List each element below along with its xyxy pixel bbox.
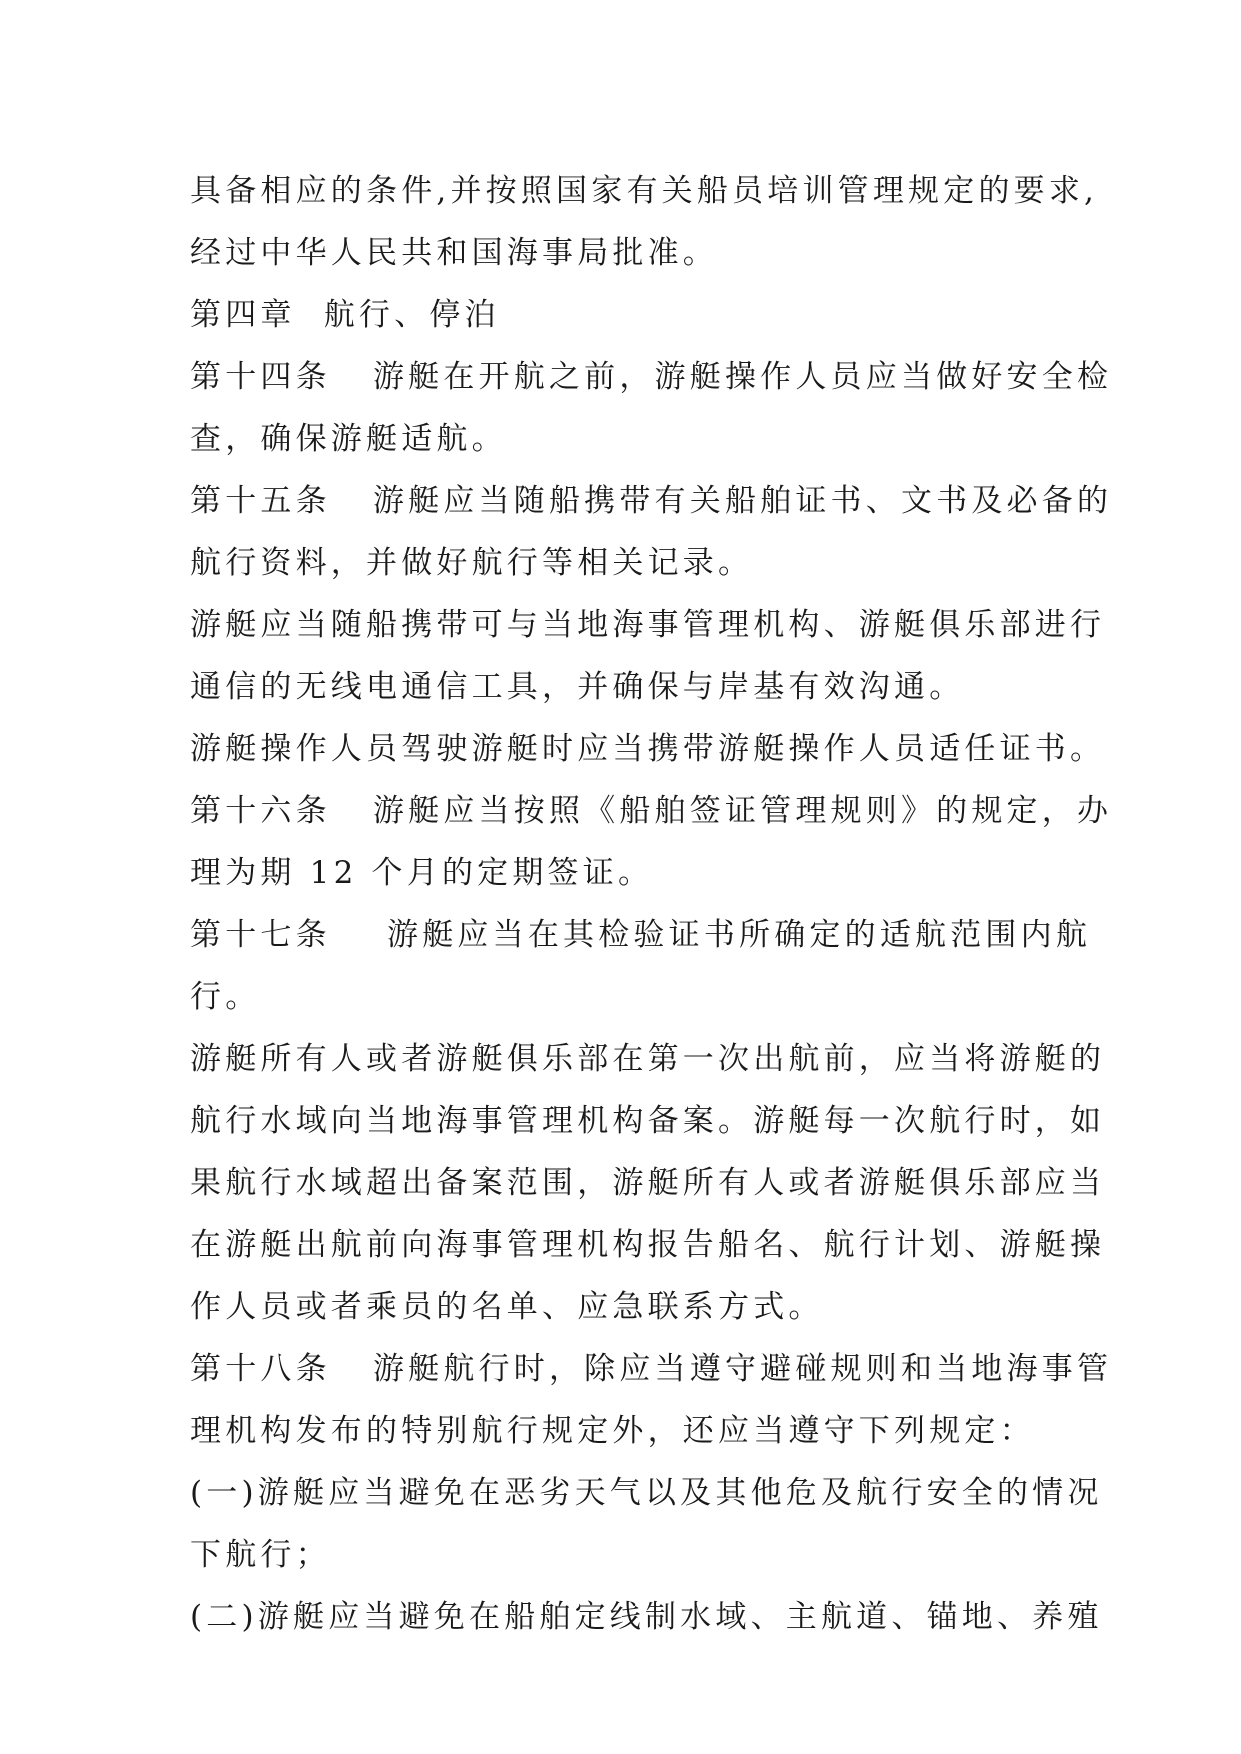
text-line: 航行水域向当地海事管理机构备案。游艇每一次航行时，如 (190, 1103, 1106, 1139)
list-item-2: (二)游艇应当避免在船舶定线制水域、主航道、锚地、养殖 (190, 1599, 1103, 1635)
article-16: 第十六条 游艇应当按照《船舶签证管理规则》的规定，办 (190, 793, 1113, 829)
text-line: 在游艇出航前向海事管理机构报告船名、航行计划、游艇操 (190, 1227, 1106, 1263)
text-line: 游艇所有人或者游艇俱乐部在第一次出航前，应当将游艇的 (190, 1041, 1106, 1077)
chapter-heading: 第四章 航行、停泊 (190, 297, 500, 333)
article-18: 第十八条 游艇航行时，除应当遵守避碰规则和当地海事管 (190, 1351, 1113, 1387)
article-17: 第十七条 游艇应当在其检验证书所确定的适航范围内航 (190, 917, 1092, 953)
text-line: 游艇应当随船携带可与当地海事管理机构、游艇俱乐部进行 (190, 607, 1106, 643)
text-line: 理机构发布的特别航行规定外，还应当遵守下列规定： (190, 1413, 1035, 1449)
text-line: 理为期 12 个月的定期签证。 (190, 855, 654, 891)
text-line: 具备相应的条件,并按照国家有关船员培训管理规定的要求, (190, 173, 1099, 209)
article-14: 第十四条 游艇在开航之前，游艇操作人员应当做好安全检 (190, 359, 1113, 395)
text-line: 作人员或者乘员的名单、应急联系方式。 (190, 1289, 824, 1325)
text-line: 行。 (190, 979, 261, 1015)
text-line: 查，确保游艇适航。 (190, 421, 507, 457)
text-line: 航行资料，并做好航行等相关记录。 (190, 545, 754, 581)
text-line: 通信的无线电通信工具，并确保与岸基有效沟通。 (190, 669, 965, 705)
article-15: 第十五条 游艇应当随船携带有关船舶证书、文书及必备的 (190, 483, 1113, 519)
text-line: 果航行水域超出备案范围，游艇所有人或者游艇俱乐部应当 (190, 1165, 1106, 1201)
text-line: 游艇操作人员驾驶游艇时应当携带游艇操作人员适任证书。 (190, 731, 1106, 767)
text-line: 经过中华人民共和国海事局批准。 (190, 235, 718, 271)
list-item-1: (一)游艇应当避免在恶劣天气以及其他危及航行安全的情况 (190, 1475, 1103, 1511)
text-line: 下航行； (190, 1537, 331, 1573)
document-body (190, 160, 1113, 1648)
